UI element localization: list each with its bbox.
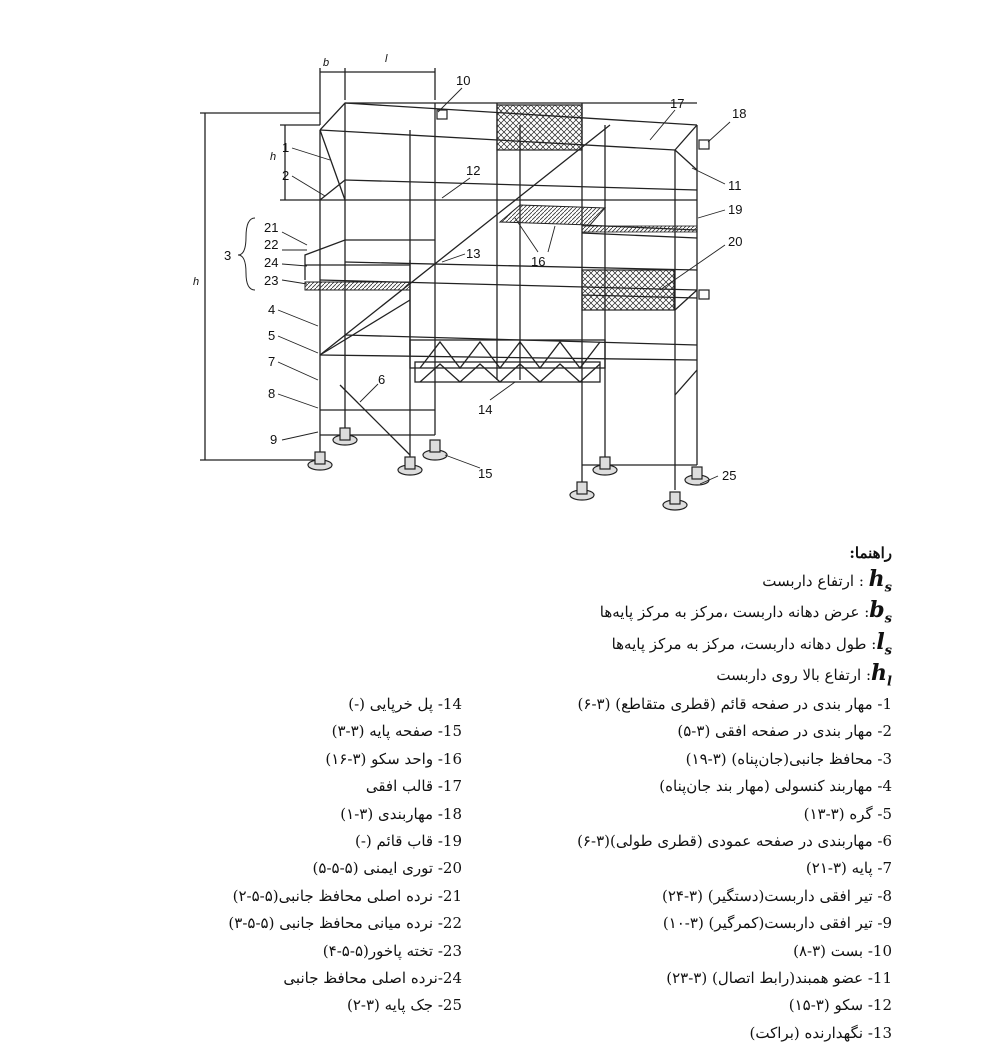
legend-item: 5- گره (۳-۱۳) <box>803 804 892 823</box>
callout-15: 15 <box>478 466 493 481</box>
legend-item: 8- تیر افقی داربست(دستگیر) (۳-۲۴) <box>661 886 892 905</box>
legend-item: 15- صفحه پایه (۳-۳) <box>331 722 462 741</box>
legend-item: 6- مهاربندی در صفحه عمودی (قطری طولی)(۳-۶) <box>577 832 892 851</box>
callout-11: 11 <box>728 178 742 193</box>
legend-item: 9- تیر افقی داربست(کمرگیر) (۳-۱۰) <box>662 914 892 933</box>
legend-list-left <box>228 691 462 1020</box>
callout-17: 17 <box>670 96 685 111</box>
legend-item: 21- نرده اصلی محافظ جانبی(۵-۵-۲) <box>232 886 462 905</box>
callout-3: 3 <box>224 248 232 263</box>
legend-item: 22- نرده میانی محافظ جانبی (۵-۵-۳) <box>228 914 462 933</box>
legend-item: 10- بست (۳-۸) <box>793 941 892 960</box>
legend-symbol-hl: $h_l$: ارتفاع بالا روی داربست <box>716 660 892 690</box>
dim-label-hs: h <box>193 276 200 288</box>
legend-item: 16- واحد سکو (۳-۱۶) <box>325 749 462 768</box>
callout-2: 2 <box>282 168 290 183</box>
callout-9: 9 <box>270 432 278 447</box>
legend-symbol-bs: $b_s$: عرض دهانه داربست ،مرکز به مرکز پایه‌ها <box>599 597 892 627</box>
callout-21: 21 <box>264 220 279 235</box>
callout-10: 10 <box>456 73 471 88</box>
legend-list-right <box>577 691 892 1047</box>
dim-label-ls: l <box>385 53 388 65</box>
callout-23: 23 <box>264 273 279 288</box>
legend-item: 4- مهاربند کنسولی (مهار بند جان‌پناه) <box>659 777 892 796</box>
legend-symbol-hs: $h_s$ : ارتفاع داربست <box>762 566 892 596</box>
callout-16: 16 <box>531 254 546 269</box>
callout-14: 14 <box>478 402 493 417</box>
legend-item: 1- مهار بندی در صفحه قائم (قطری متقاطع) (۳-۶) <box>577 695 892 713</box>
legend-item: 2- مهار بندی در صفحه افقی (۳-۵) <box>677 722 892 741</box>
legend-item: 7- پایه (۳-۲۱) <box>805 859 892 878</box>
legend-item: 11- عضو همبند(رابط اتصال) (۳-۲۳) <box>666 969 892 988</box>
legend-symbol-ls: $l_s$: طول دهانه داربست، مرکز به مرکز پایه‌ها <box>611 629 892 659</box>
callout-7: 7 <box>268 354 276 369</box>
legend-item: 13- نگهدارنده (براکت) <box>749 1023 892 1042</box>
legend-item: 19- قاب قائم (-) <box>355 832 462 851</box>
dim-label-hl: h <box>270 151 277 163</box>
legend-item: 20- توری ایمنی (۵-۵-۵) <box>312 859 462 878</box>
legend-item: 14- پل خرپایی (-) <box>348 695 462 713</box>
legend-item: 12- سکو (۳-۱۵) <box>788 996 892 1015</box>
callout-6: 6 <box>378 372 386 387</box>
callout-24: 24 <box>264 255 279 270</box>
callout-5: 5 <box>268 328 276 343</box>
dim-label-bs: b <box>323 57 330 69</box>
legend-item: 24-نرده اصلی محافظ جانبی <box>283 969 462 988</box>
legend-item: 3- محافظ جانبی(جان‌پناه) (۳-۱۹) <box>685 749 892 768</box>
callout-19: 19 <box>728 202 743 217</box>
legend-item: 25- جک پایه (۳-۲) <box>346 996 462 1015</box>
callout-13: 13 <box>466 246 481 261</box>
callout-20: 20 <box>728 234 743 249</box>
legend-item: 18- مهاربندی (۳-۱) <box>340 804 462 823</box>
legend-item: 17- قالب افقی <box>365 777 462 796</box>
callout-8: 8 <box>268 386 276 401</box>
callout-22: 22 <box>264 237 279 252</box>
callout-12: 12 <box>466 163 481 178</box>
callout-18: 18 <box>732 106 747 121</box>
legend-title: راهنما: <box>849 544 892 562</box>
callout-1: 1 <box>282 140 290 155</box>
callout-4: 4 <box>268 302 276 317</box>
legend-item: 23- تخته پاخور(۵-۵-۴) <box>322 941 462 960</box>
callout-25: 25 <box>722 468 737 483</box>
